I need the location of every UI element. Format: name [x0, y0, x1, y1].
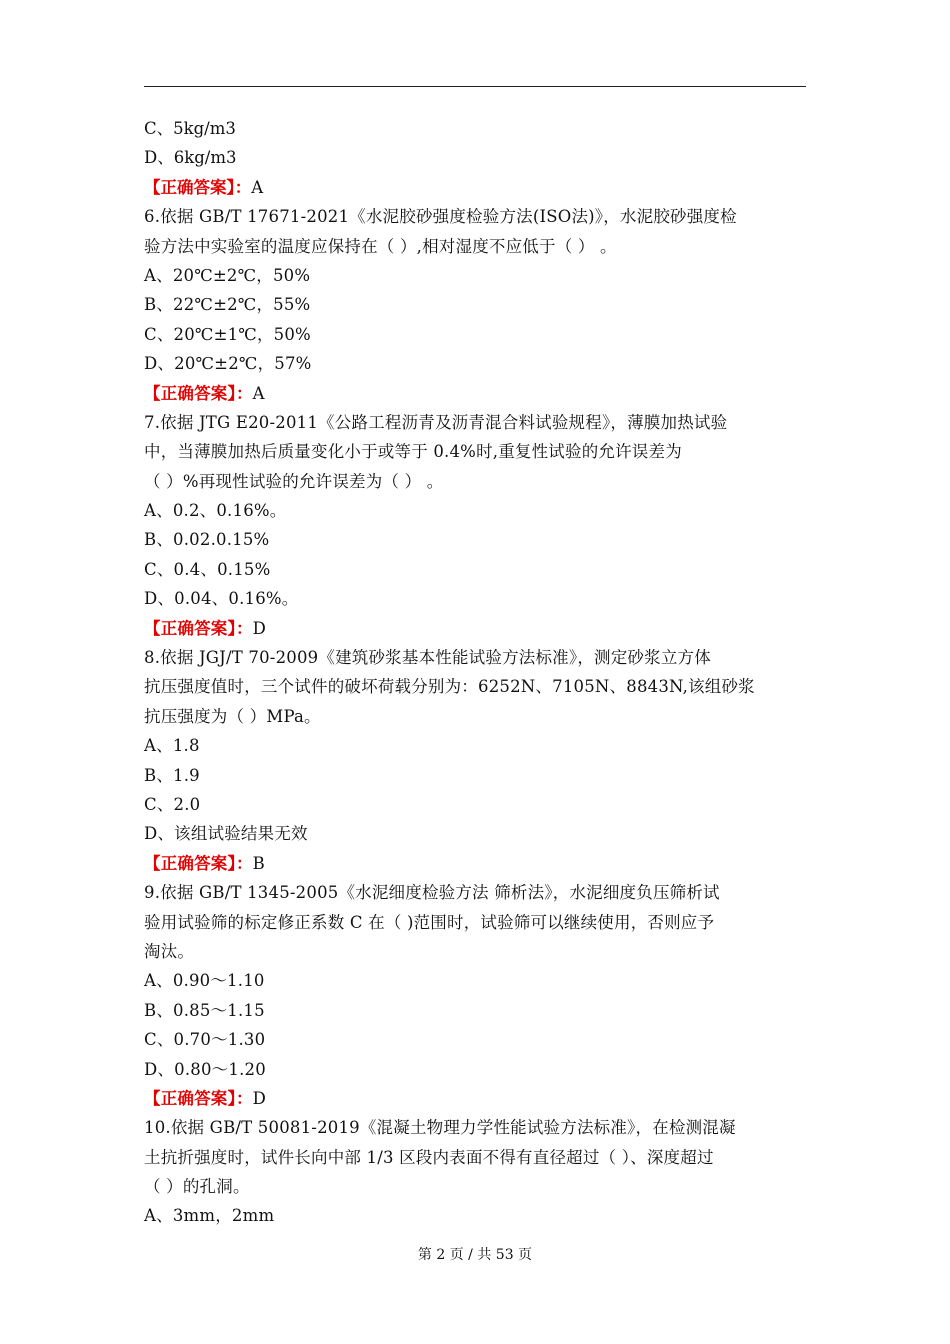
question-text: 8.依据 JGJ/T 70-2009《建筑砂浆基本性能试验方法标准》，测定砂浆立方体 — [144, 648, 711, 668]
option-line: A、20℃±2℃，50% — [144, 265, 311, 285]
option-line: B、22℃±2℃，55% — [144, 295, 311, 315]
question-text: （ ）的孔洞。 — [144, 1177, 250, 1197]
option-line: A、1.8 — [144, 736, 200, 756]
answer-label: 【正确答案】： — [144, 177, 252, 197]
option-line: C、2.0 — [144, 794, 201, 814]
question-text: 验用试验筛的标定修正系数 C 在（ )范围时，试验筛可以继续使用，否则应予 — [144, 912, 715, 932]
question-text: 10.依据 GB/T 50081-2019《混凝土物理力学性能试验方法标准》，在检测混凝 — [144, 1118, 736, 1138]
option-line: B、0.02.0.15% — [144, 530, 270, 550]
page-footer: 第 2 页 / 共 53 页 — [417, 1247, 533, 1263]
question-7 — [144, 408, 806, 643]
question-text: 中，当薄膜加热后质量变化小于或等于 0.4%时,重复性试验的允许误差为 — [144, 442, 682, 462]
option-line: B、0.85～1.15 — [144, 1000, 265, 1020]
answer-line — [144, 1084, 806, 1113]
option-line: D、0.04、0.16%。 — [144, 589, 299, 609]
answer-label: 【正确答案】： — [144, 383, 253, 403]
question-text: 抗压强度值时，三个试件的破坏荷载分别为：6252N、7105N、8843N,该组砂浆 — [144, 677, 755, 697]
answer-value: A — [252, 383, 265, 403]
option-line: A、0.2、0.16%。 — [144, 501, 287, 521]
question-text: 淘汰。 — [144, 941, 195, 961]
answer-line — [144, 379, 806, 408]
answer-line — [144, 173, 806, 202]
question-9 — [144, 878, 806, 1113]
question-text: 9.依据 GB/T 1345-2005《水泥细度检验方法 筛析法》，水泥细度负压筛析试 — [144, 883, 720, 903]
answer-line — [144, 849, 806, 878]
option-line: D、6kg/m3 — [144, 148, 237, 168]
answer-label: 【正确答案】： — [144, 618, 253, 638]
answer-label: 【正确答案】： — [144, 853, 253, 873]
option-line: D、20℃±2℃，57% — [144, 354, 312, 374]
option-line: A、0.90～1.10 — [144, 971, 265, 991]
answer-value: D — [252, 618, 267, 638]
answer-label: 【正确答案】： — [144, 1088, 253, 1108]
question-6 — [144, 202, 806, 408]
option-line: C、20℃±1℃，50% — [144, 324, 311, 344]
option-line: D、0.80～1.20 — [144, 1059, 266, 1079]
question-text: 抗压强度为（ ）MPa。 — [144, 706, 321, 726]
question-10 — [144, 1113, 806, 1231]
option-line: B、1.9 — [144, 765, 200, 785]
answer-value: B — [252, 853, 265, 873]
answer-line — [144, 614, 806, 643]
header-rule — [144, 86, 806, 87]
option-line: C、5kg/m3 — [144, 119, 236, 138]
question-text: （ ）%再现性试验的允许误差为（ ） 。 — [144, 471, 444, 491]
question-8 — [144, 643, 806, 878]
option-line: D、该组试验结果无效 — [144, 824, 308, 844]
option-line: A、3mm，2mm — [144, 1206, 275, 1226]
answer-value: A — [251, 177, 264, 197]
option-line: C、0.4、0.15% — [144, 559, 271, 579]
question-text: 土抗折强度时，试件长向中部 1/3 区段内表面不得有直径超过（ ）、深度超过 — [144, 1147, 714, 1167]
page-content — [144, 114, 806, 1231]
option-line: C、0.70～1.30 — [144, 1030, 266, 1050]
question-text: 验方法中实验室的温度应保持在（ ）,相对湿度不应低于（ ） 。 — [144, 236, 617, 256]
answer-value: D — [252, 1088, 267, 1108]
question-text: 7.依据 JTG E20-2011《公路工程沥青及沥青混合料试验规程》，薄膜加热试验 — [144, 412, 728, 432]
question-text: 6.依据 GB/T 17671-2021《水泥胶砂强度检验方法(ISO法)》，水泥胶砂强度检 — [144, 207, 737, 227]
